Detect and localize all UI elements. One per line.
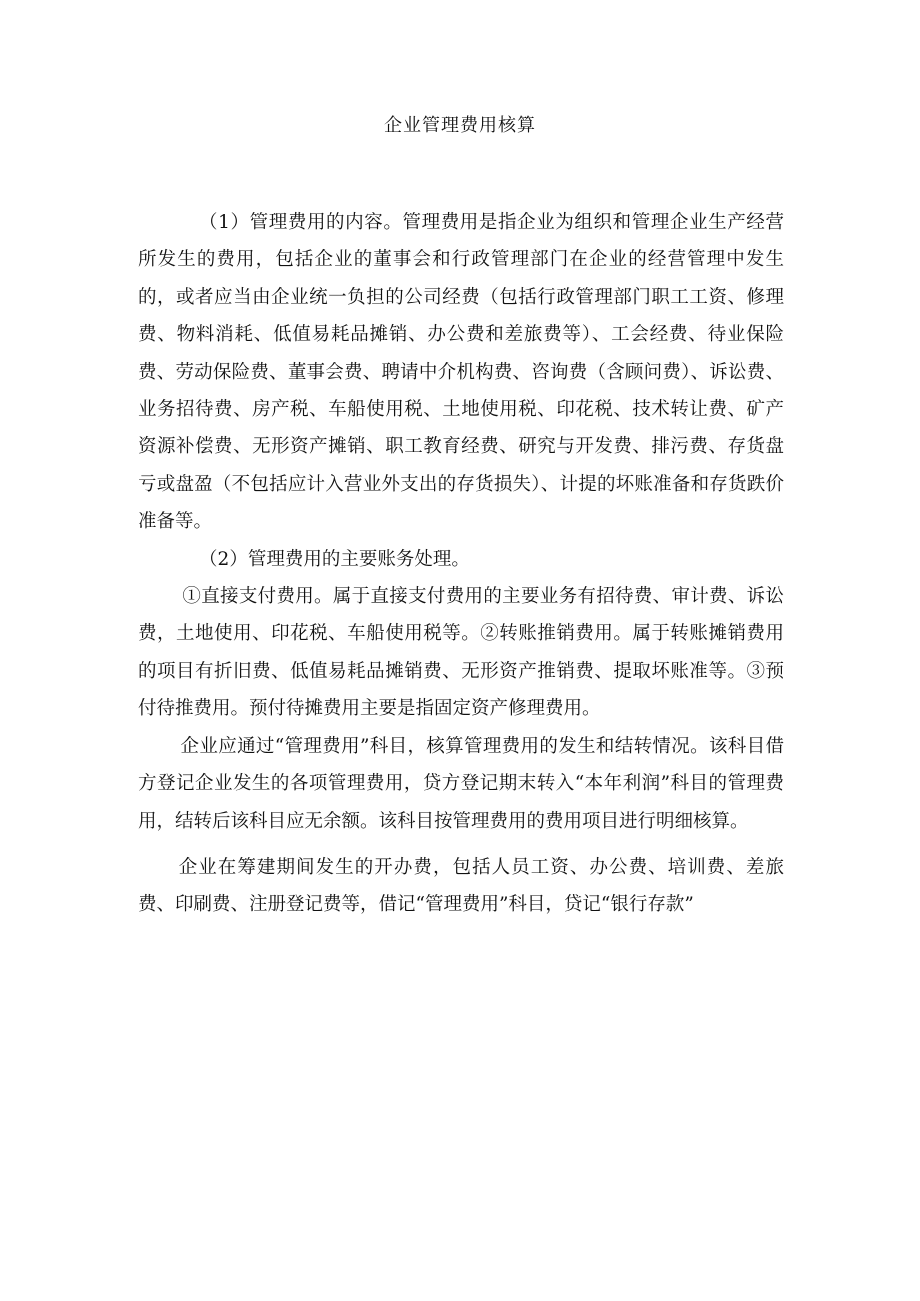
paragraph-expense-content: （1）管理费用的内容。管理费用是指企业为组织和管理企业生产经营所发生的费用，包括企业的董事会和行政管理部门在企业的经营管理中发生的，或者应当由企业统一负担的公司经费（包括行政管理部门职工工资、修理费、物料消耗、低值易耗品摊销、办公费和差旅费等）、工会经费、待业保险费、劳动保险费、董事会费、聘请中介机构费、咨询费（含顾问费）、诉讼费、业务招待费、房产税、车船使用税、土地使用税、印花税、技术转让费、矿产资源补偿费、无形资产摊销、职工教育经费、研究与开发费、排污费、存货盘亏或盘盈（不包括应计入营业外支出的存货损失）、计提的坏账准备和存货跌价准备等。 (138, 212, 784, 533)
paragraph-accounting-heading: （2）管理费用的主要账务处理。 (199, 548, 470, 570)
paragraph-account-usage: 企业应通过“管理费用”科目，核算管理费用的发生和结转情况。该科目借方登记企业发生的各项管理费用，贷方登记期末转入“本年利润”科目的管理费用，结转后该科目应无余额。该科目按管理费用的费用项目进行明细核算。 (138, 735, 784, 832)
paragraph-startup-costs: 企业在筹建期间发生的开办费，包括人员工资、办公费、培训费、差旅费、印刷费、注册登记费等，借记“管理费用”科目，贷记“银行存款” (138, 856, 784, 916)
paragraph-expense-types: ①直接支付费用。属于直接支付费用的主要业务有招待费、审计费、诉讼费，土地使用、印花税、车船使用税等。②转账推销费用。属于转账摊销费用的项目有折旧费、低值易耗品摊销费、无形资产推销费、提取坏账准等。③预付待推费用。预付待摊费用主要是指固定资产修理费用。 (138, 586, 784, 720)
document-title: 企业管理费用核算 (384, 115, 536, 136)
document-body (138, 204, 784, 924)
